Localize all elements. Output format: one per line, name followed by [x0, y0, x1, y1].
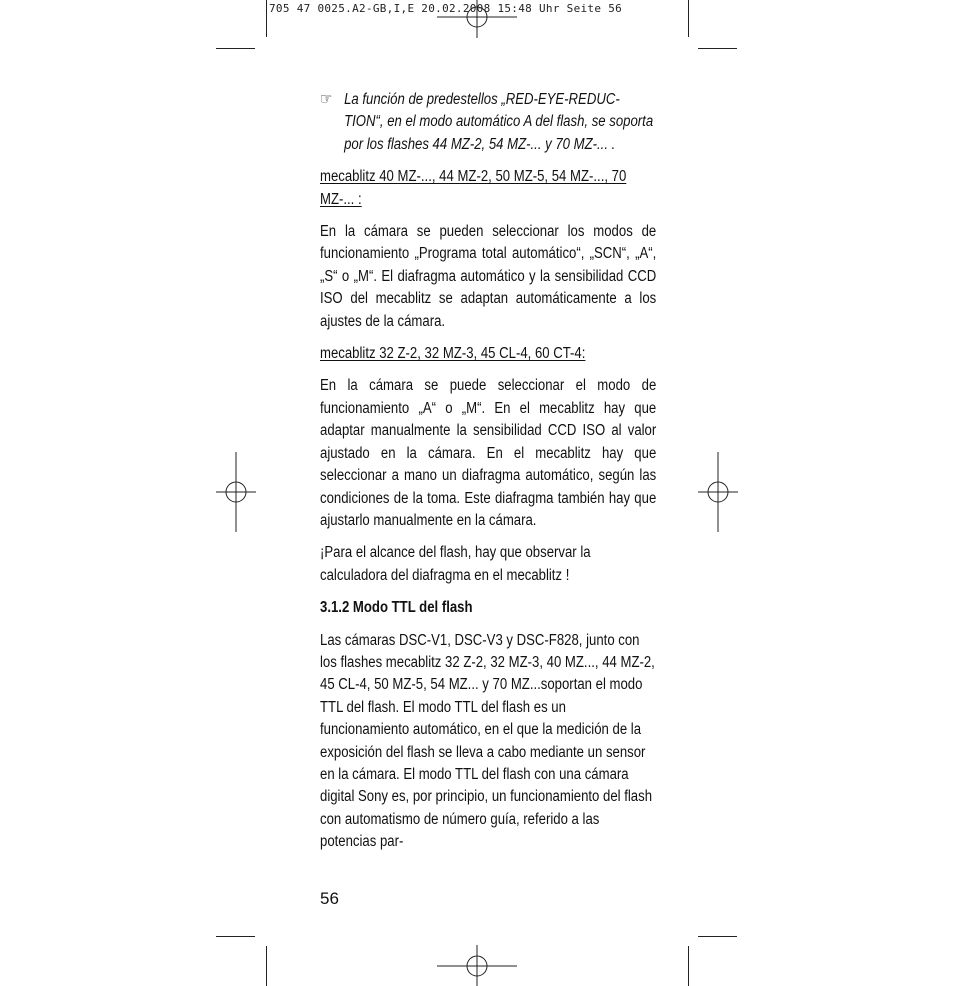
page-number: 56 [320, 889, 339, 908]
crop-mark-top-right-horizontal [698, 48, 737, 49]
crop-mark-bottom-left-vertical [266, 946, 267, 986]
paragraph-body-3: ¡Para el alcance del flash, hay que observar la calculadora del diafragma en el mecablitz ! [320, 544, 591, 584]
section-heading: 3.1.2 Modo TTL del flash [320, 599, 473, 617]
crop-mark-top-right-vertical [688, 0, 689, 37]
note-text: La función de predestellos „RED-EYE-REDUC-TION“, en el modo automático A del flash, se soporta por los flashes 44 MZ-2, 54 MZ-... y 70 MZ-... . [344, 91, 654, 153]
crop-mark-top-left-horizontal [216, 48, 255, 49]
models-heading-1: mecablitz 40 MZ-..., 44 MZ-2, 50 MZ-5, 54 MZ-..., 70 MZ-... : [320, 168, 627, 208]
registration-mark-top-icon [437, 0, 517, 40]
note-block [320, 89, 656, 156]
crop-mark-bottom-right-horizontal [698, 936, 737, 937]
registration-mark-left-icon [216, 452, 256, 532]
models-heading-2: mecablitz 32 Z-2, 32 MZ-3, 45 CL-4, 60 CT-4: [320, 345, 586, 363]
crop-mark-bottom-right-vertical [688, 946, 689, 986]
registration-mark-bottom-icon [437, 945, 517, 986]
printer-slug-line: 705 47 0025.A2-GB,I,E 20.02.2008 15:48 Uhr Seite 56 [269, 2, 623, 15]
page-content [320, 89, 656, 864]
registration-mark-right-icon [698, 452, 738, 532]
paragraph-body-4: Las cámaras DSC-V1, DSC-V3 y DSC-F828, junto con los flashes mecablitz 32 Z-2, 32 MZ-3, 40 MZ..., 44 MZ-2, 45 CL-4, 50 MZ-5, 54 MZ... y 70 MZ...soportan el modo TTL del flash. El modo TTL del flash es un funcionamiento automático, en el que la medición de la exposición del flash se lleva a cabo mediante un sensor en la cámara. El modo TTL del flash con una cámara digital Sony es, por principio, un funcionamiento del flash con automatismo de número guía, referido a las potencias par- [320, 631, 655, 851]
paragraph-body-2: En la cámara se puede seleccionar el modo de funcionamiento „A“ o „M“. En el mecablitz hay que adaptar manualmente la sensibilidad CCD ISO al valor ajustado en la cámara. En el mecablitz hay que seleccionar a mano un diafragma automático, según las condiciones de la toma. Este diafragma también hay que ajustarlo manualmente en la cámara. [320, 377, 657, 529]
hand-pointer-icon: ☞ [320, 91, 333, 108]
crop-mark-top-left-vertical [266, 0, 267, 37]
crop-mark-bottom-left-horizontal [216, 936, 255, 937]
paragraph-body-1: En la cámara se pueden seleccionar los modos de funcionamiento „Programa total automático“, „SCN“, „A“, „S“ o „M“. El diafragma automático y la sensibilidad CCD ISO del mecablitz se adaptan automáticamente a los ajustes de la cámara. [320, 223, 657, 330]
